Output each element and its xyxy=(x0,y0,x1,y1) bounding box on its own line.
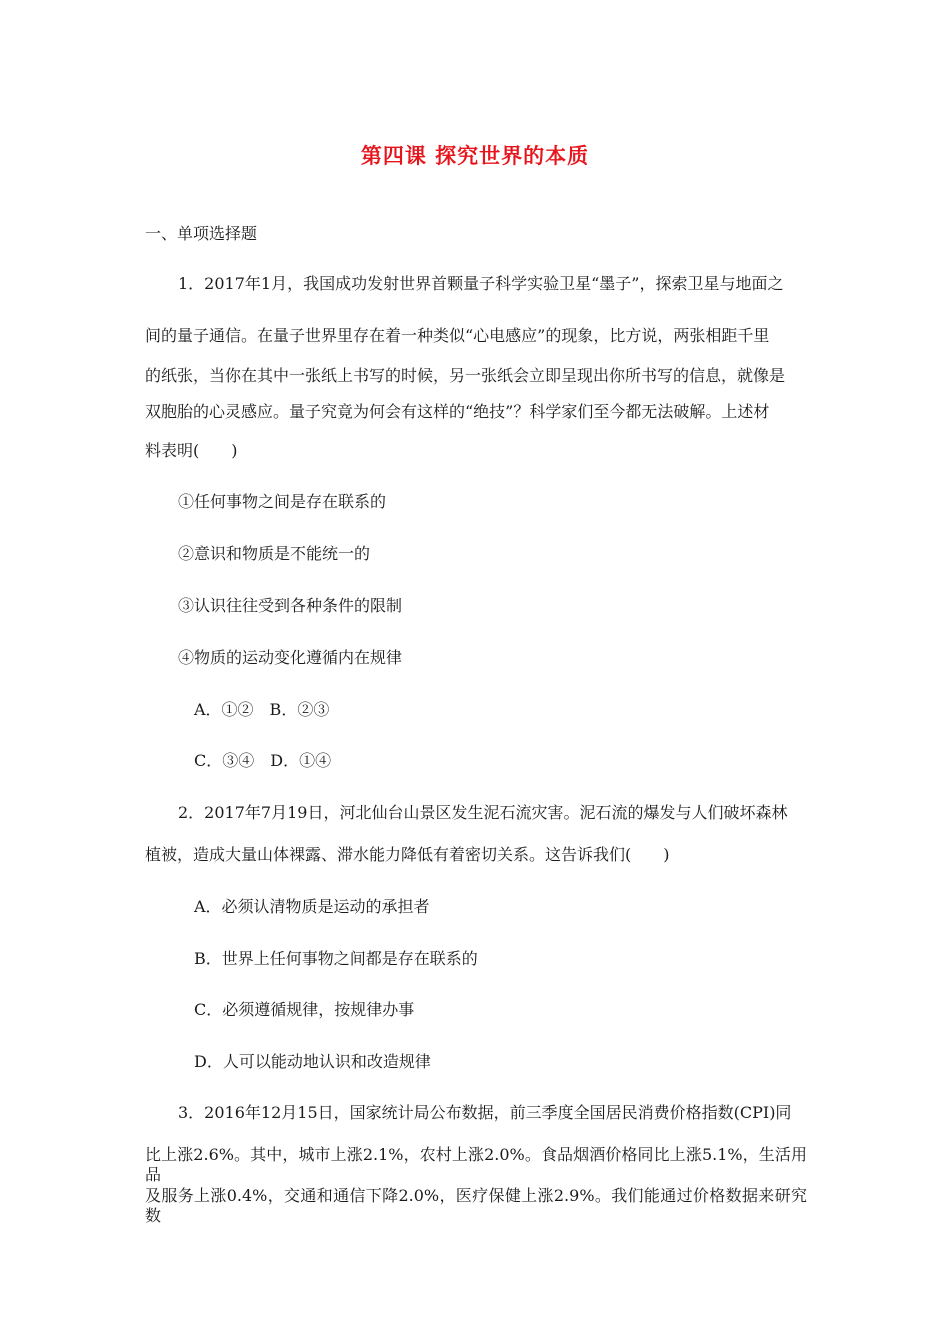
statement-2: ②意识和物质是不能统一的 xyxy=(178,544,371,563)
question-1-line-5: 料表明( ) xyxy=(145,441,238,460)
question-1-line-3: 的纸张，当你在其中一张纸上书写的时候，另一张纸会立即呈现出你所书写的信息，就像是 xyxy=(145,366,786,385)
question-1-line-1: 1．2017年1月，我国成功发射世界首颗量子科学实验卫星“墨子”，探索卫星与地面之 xyxy=(178,274,784,293)
question-1-choices-cd: C．③④ D．①④ xyxy=(194,751,332,770)
question-2-line-2: 植被，造成大量山体裸露、滞水能力降低有着密切关系。这告诉我们( ) xyxy=(145,845,670,864)
question-2-choice-b: B．世界上任何事物之间都是存在联系的 xyxy=(194,949,478,968)
question-1-choices-ab: A．①② B．②③ xyxy=(194,700,330,719)
question-1-line-2: 间的量子通信。在量子世界里存在着一种类似“心电感应”的现象，比方说，两张相距千里 xyxy=(145,326,770,345)
question-1-line-4: 双胞胎的心灵感应。量子究竟为何会有这样的“绝技”？科学家们至今都无法破解。上述材 xyxy=(145,402,770,421)
question-2-choice-d: D．人可以能动地认识和改造规律 xyxy=(194,1052,431,1071)
question-2-line-1: 2．2017年7月19日，河北仙台山景区发生泥石流灾害。泥石流的爆发与人们破坏森林 xyxy=(178,803,788,822)
statement-4: ④物质的运动变化遵循内在规律 xyxy=(178,648,403,667)
statement-1: ①任何事物之间是存在联系的 xyxy=(178,492,387,511)
question-3-line-2: 比上涨2.6%。其中，城市上涨2.1%，农村上涨2.0%。食品烟酒价格同比上涨5.1%，生活用品 xyxy=(145,1145,807,1184)
question-3-line-3: 及服务上涨0.4%，交通和通信下降2.0%，医疗保健上涨2.9%。我们能通过价格数据来研究数 xyxy=(145,1186,807,1225)
page-title: 第四课 探究世界的本质 xyxy=(360,144,590,168)
question-2-choice-c: C．必须遵循规律，按规律办事 xyxy=(194,1000,415,1019)
statement-3: ③认识往往受到各种条件的限制 xyxy=(178,596,403,615)
question-3-line-1: 3．2016年12月15日，国家统计局公布数据，前三季度全国居民消费价格指数(CPI)同 xyxy=(178,1103,792,1122)
section-heading: 一、单项选择题 xyxy=(145,224,258,243)
question-2-choice-a: A．必须认清物质是运动的承担者 xyxy=(194,897,430,916)
